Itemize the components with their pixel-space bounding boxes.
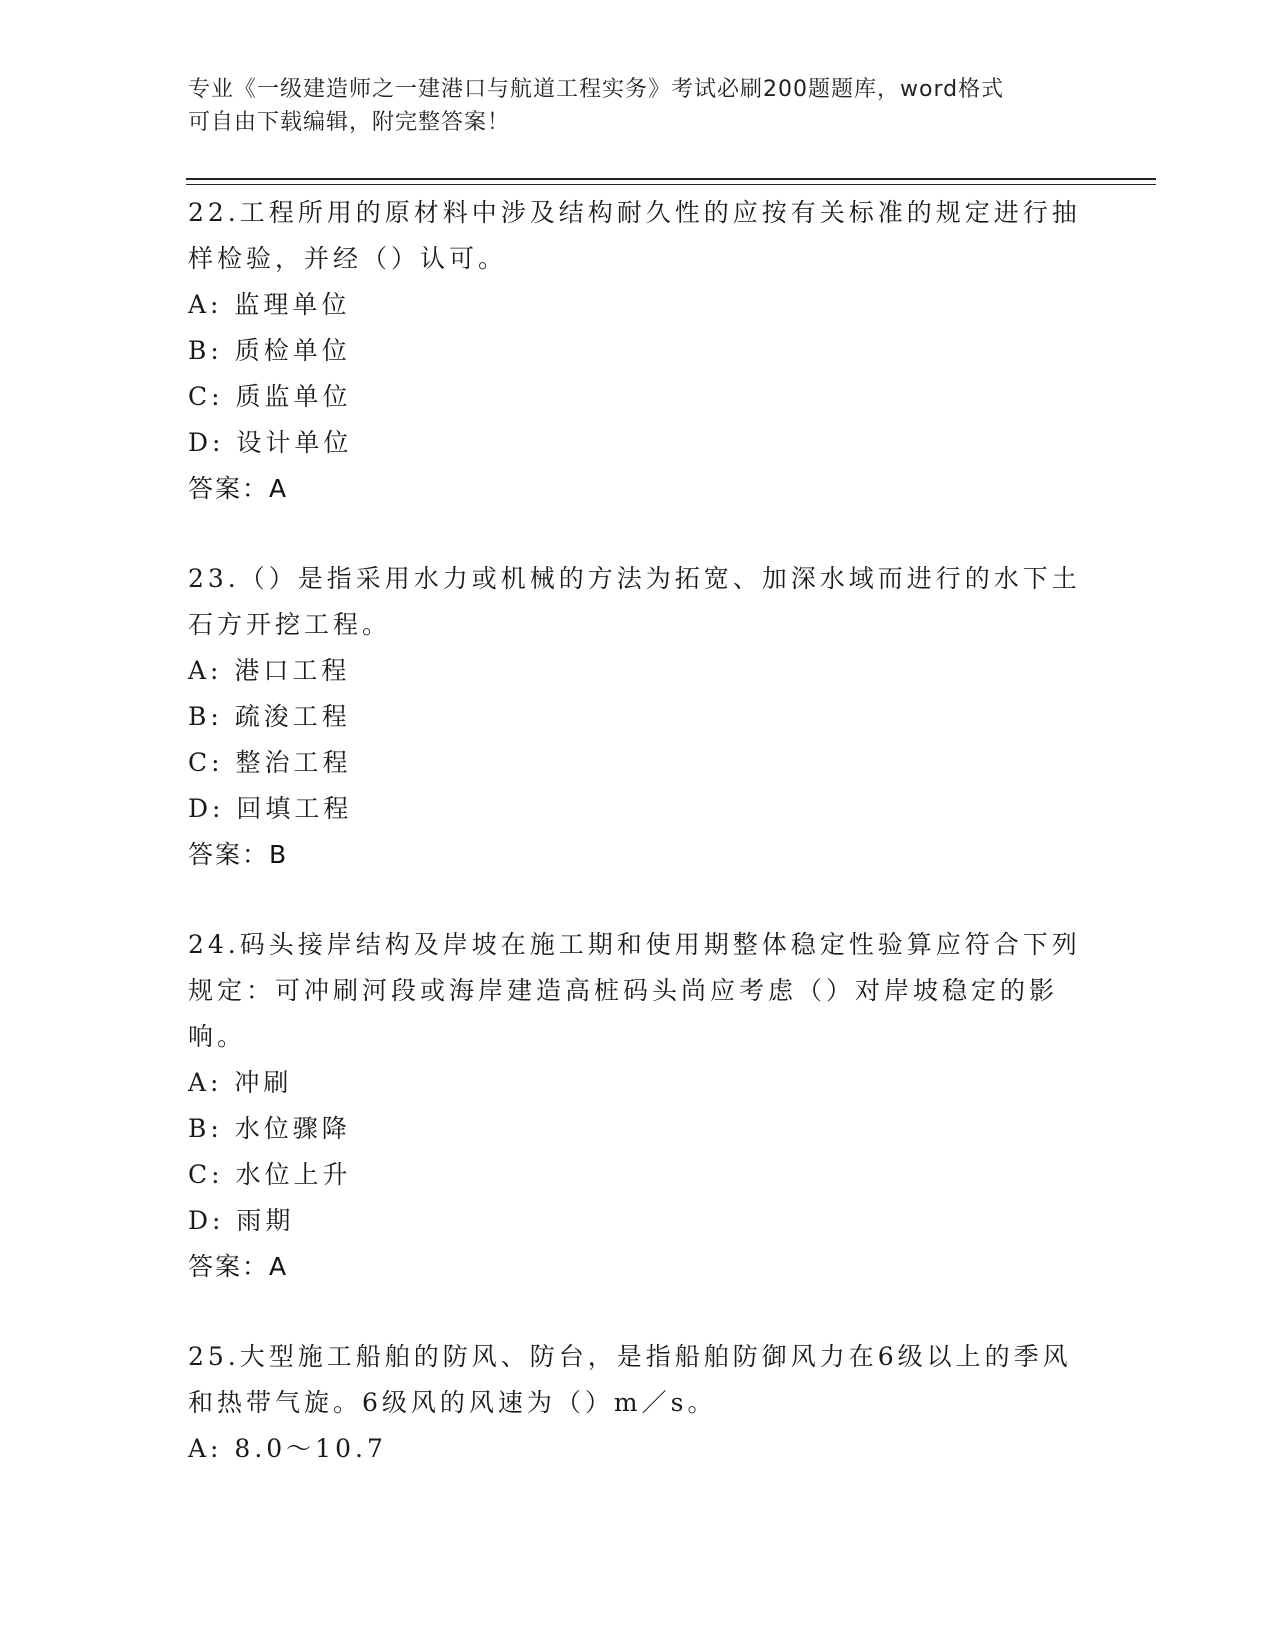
question-22 (188, 190, 1088, 512)
question-stem: 23.（）是指采用水力或机械的方法为拓宽、加深水域而进行的水下土石方开挖工程。 (188, 564, 1081, 639)
header-line-1: 专业《一级建造师之一建港口与航道工程实务》考试必刷200题题库，word格式 (188, 77, 1005, 102)
question-24 (188, 922, 1088, 1290)
question-stem: 25.大型施工船舶的防风、防台，是指船舶防御风力在6级以上的季风和热带气旋。6级风的风速为（）m／s。 (188, 1342, 1072, 1417)
document-header (188, 73, 1078, 139)
option-b: B: 水位骤降 (188, 1114, 351, 1143)
question-23 (188, 556, 1088, 878)
question-stem: 24.码头接岸结构及岸坡在施工期和使用期整体稳定性验算应符合下列规定：可冲刷河段或海岸建造高桩码头尚应考虑（）对岸坡稳定的影响。 (188, 930, 1081, 1051)
header-divider-thin (186, 184, 1156, 185)
answer-text: 答案：A (188, 1252, 289, 1281)
header-line-2: 可自由下载编辑，附完整答案！ (188, 110, 511, 135)
question-stem: 22.工程所用的原材料中涉及结构耐久性的应按有关标准的规定进行抽样检验，并经（）认可。 (188, 198, 1081, 273)
option-a: A: 冲刷 (188, 1068, 293, 1097)
answer-text: 答案：A (188, 474, 289, 503)
option-a: A: 监理单位 (188, 290, 351, 319)
question-25 (188, 1334, 1088, 1472)
question-list (188, 190, 1088, 1516)
option-c: C: 整治工程 (188, 748, 352, 777)
option-c: C: 质监单位 (188, 382, 352, 411)
option-d: D: 设计单位 (188, 428, 353, 457)
option-a: A: 港口工程 (188, 656, 351, 685)
option-b: B: 疏浚工程 (188, 702, 351, 731)
option-b: B: 质检单位 (188, 336, 351, 365)
header-divider-thick (186, 178, 1156, 180)
option-c: C: 水位上升 (188, 1160, 352, 1189)
option-a: A: 8.0～10.7 (188, 1434, 387, 1463)
option-d: D: 雨期 (188, 1206, 295, 1235)
option-d: D: 回填工程 (188, 794, 353, 823)
answer-text: 答案：B (188, 840, 289, 869)
